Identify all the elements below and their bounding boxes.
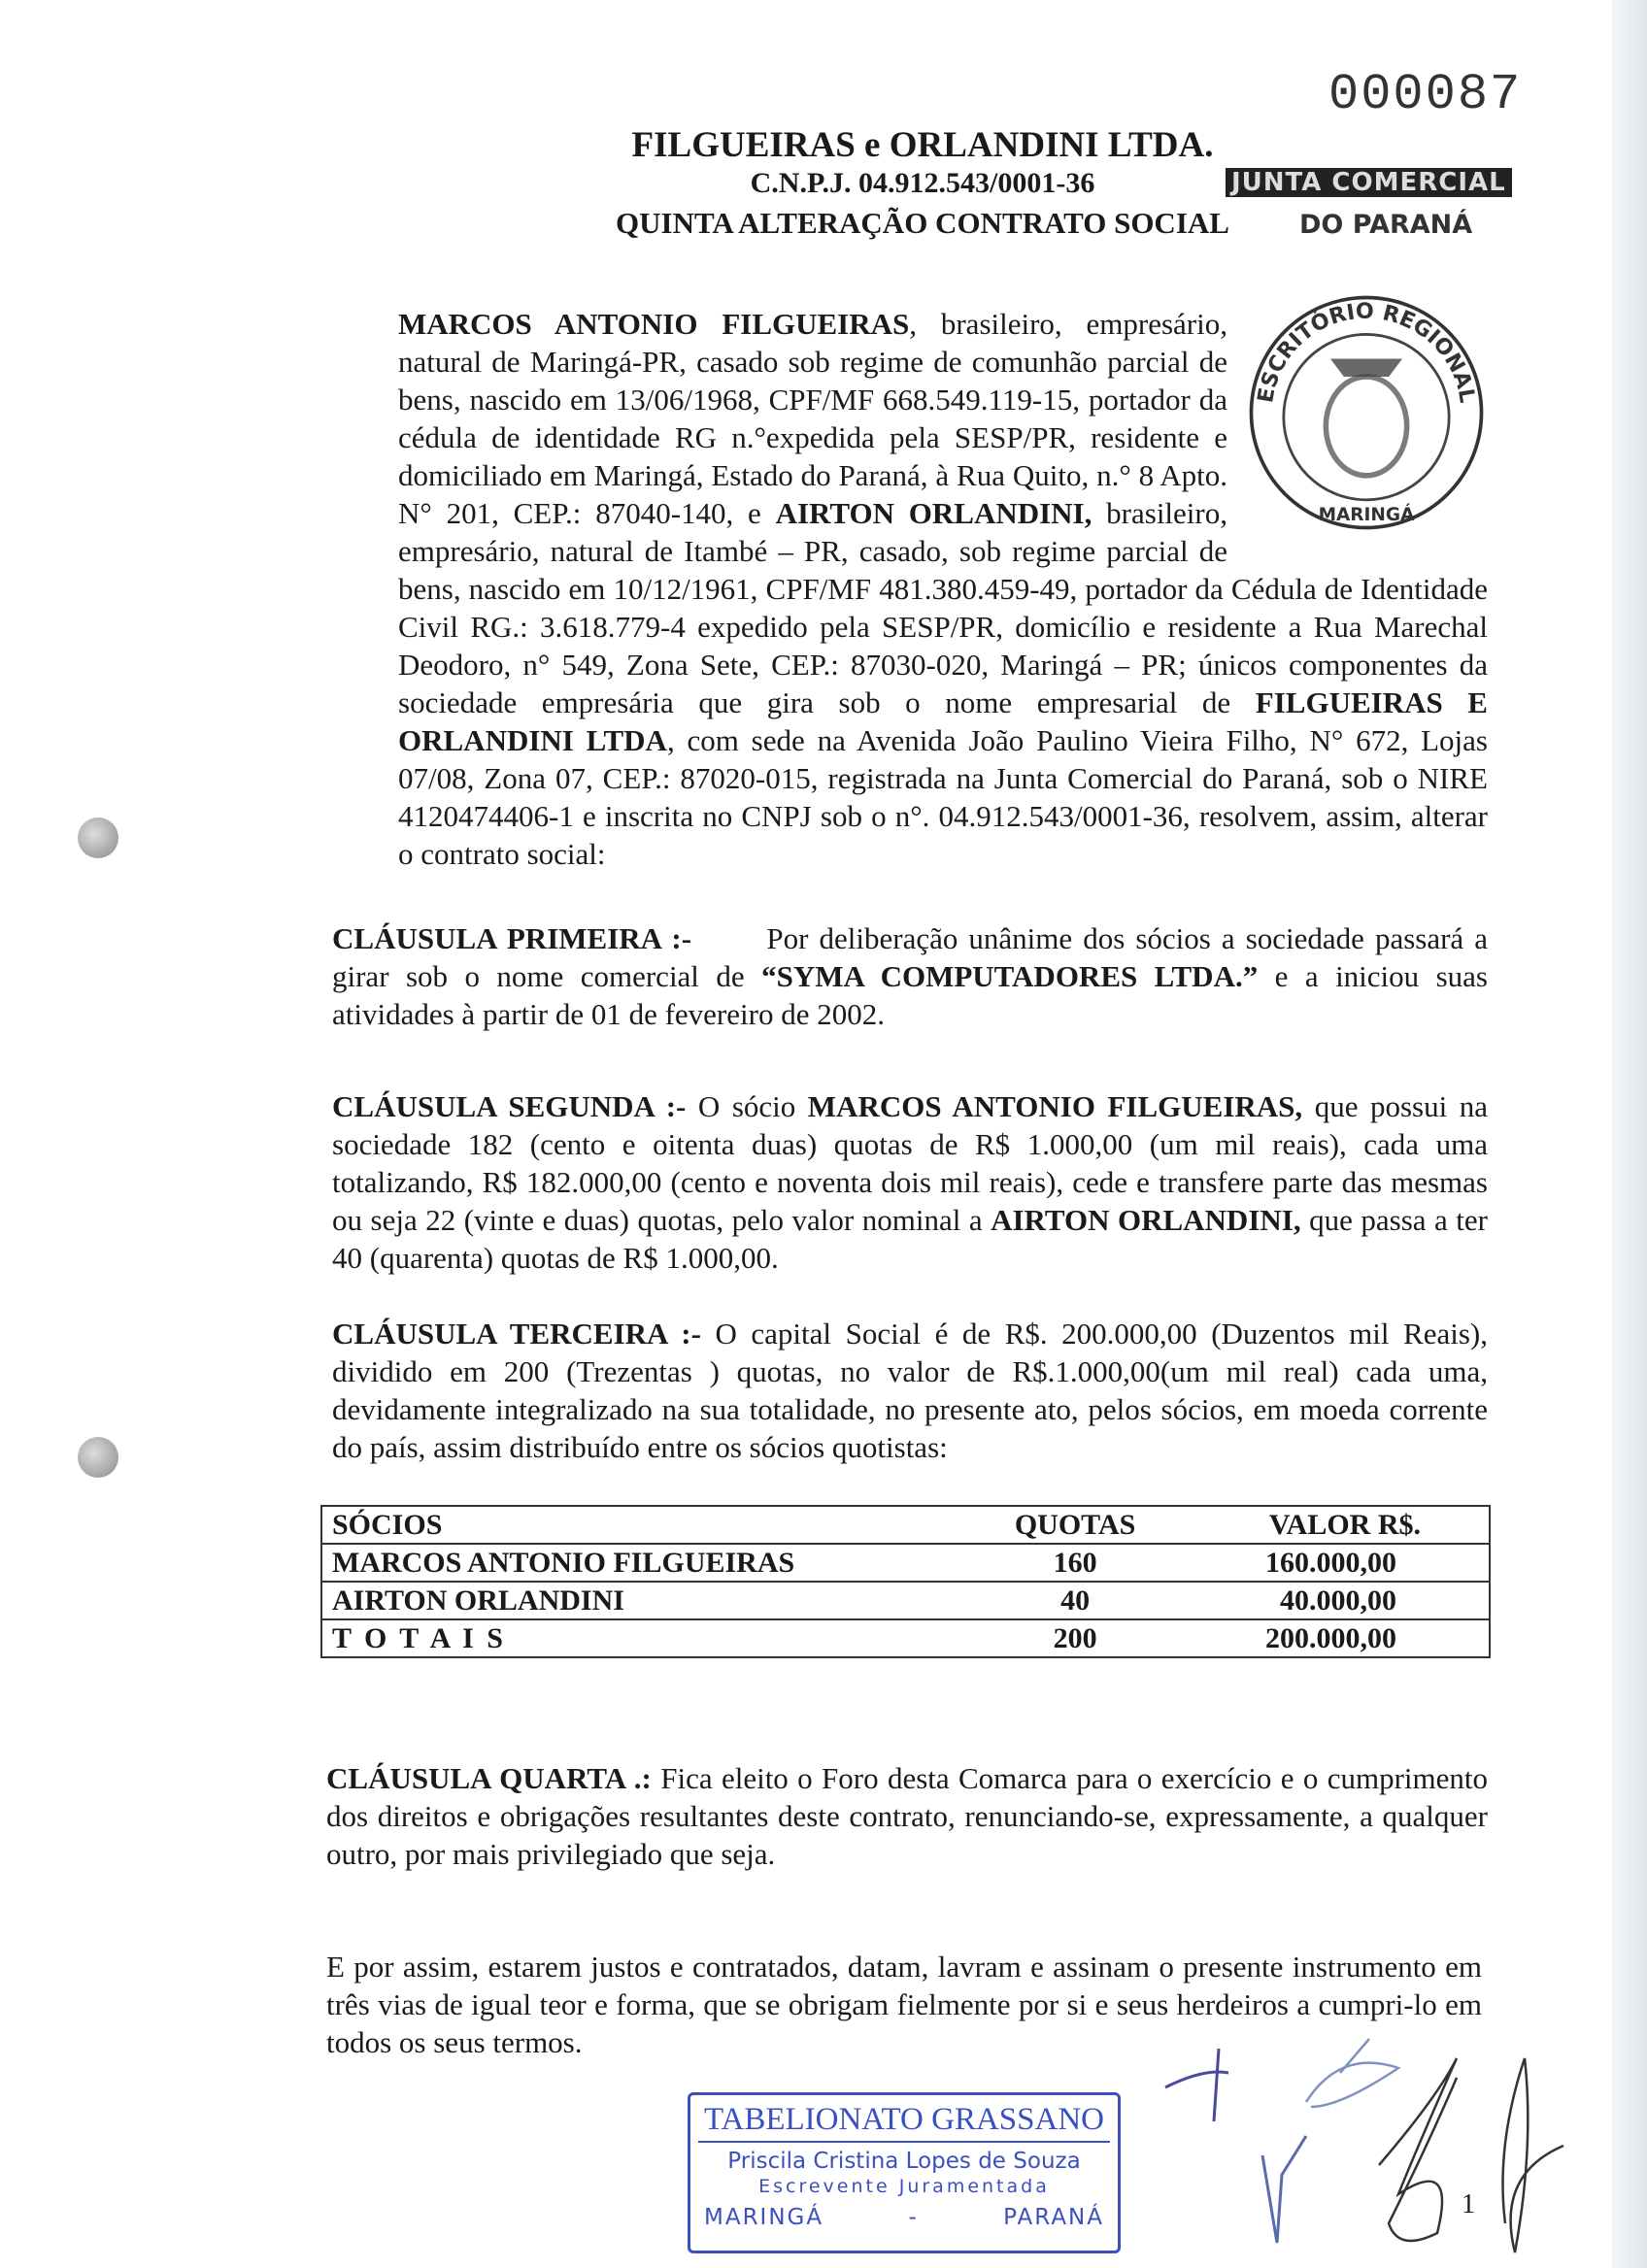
table-total-row: T O T A I S 200 200.000,00 [321, 1619, 1490, 1657]
cnpj: C.N.P.J. 04.912.543/0001-36 [750, 167, 1095, 199]
notary-clerk-title: Escrevente Juramentada [758, 2176, 1050, 2197]
punch-hole [78, 817, 118, 858]
clause-fourth: CLÁUSULA QUARTA .: Fica eleito o Foro desta Comarca para o exercício e o cumprimento dos direitos e obrigações resultantes deste contrato, renunciando-se, expressamente, a qualquer outro, por mais privilegiado que seja. [326, 1761, 1489, 1871]
company-title: FILGUEIRAS e ORLANDINI LTDA. [631, 125, 1214, 165]
quota-table [320, 1505, 1491, 1658]
table-header-row: SÓCIOS QUOTAS VALOR R$. [321, 1506, 1490, 1544]
clause-second: CLÁUSULA SEGUNDA :- O sócio MARCOS ANTONIO FILGUEIRAS, que possui na sociedade 182 (cento e oitenta duas) quotas de R$ 1.000,00 (um mil reais), cada uma totalizando, R$ 182.000,00 (cento e noventa dois mil reais), cede e transfere parte das mesmas ou seja 22 (vinte e duas) quotas, pelo valor nominal a AIRTON ORLANDINI, que passa a ter 40 (quarenta) quotas de R$ 1.000,00. [332, 1089, 1489, 1275]
page-edge [1612, 0, 1647, 2268]
table-row: AIRTON ORLANDINI 40 40.000,00 [321, 1582, 1490, 1619]
signatures [1146, 2029, 1602, 2268]
closing-paragraph: E por assim, estarem justos e contratados, datam, lavram e assinam o presente instrumento em três vias de igual teor e forma, que se obrigam fielmente por si e seus herdeiros a cumpri-lo em todos os seus termos. [326, 1950, 1482, 2059]
svg-text:ESCRITÓRIO REGIONAL: ESCRITÓRIO REGIONAL [1253, 298, 1480, 405]
seal-space [1227, 305, 1488, 543]
junta-comercial-stamp: JUNTA COMERCIAL [1226, 168, 1512, 197]
notary-stamp [688, 2092, 1121, 2253]
document-title: QUINTA ALTERAÇÃO CONTRATO SOCIAL [616, 206, 1229, 240]
notary-name: TABELIONATO GRASSANO [698, 2101, 1110, 2143]
page-number: 1 [1462, 2189, 1475, 2219]
clause-first: CLÁUSULA PRIMEIRA :- Por deliberação unânime dos sócios a sociedade passará a girar sob o nome comercial de “SYMA COMPUTADORES LTDA.” e a iniciou suas atividades à partir de 01 de fevereiro de 2002. [332, 921, 1496, 1031]
table-row: MARCOS ANTONIO FILGUEIRAS 160 160.000,00 [321, 1544, 1490, 1582]
do-parana-stamp: DO PARANÁ [1299, 210, 1473, 240]
clause-third: CLÁUSULA TERCEIRA :- O capital Social é de R$. 200.000,00 (Duzentos mil Reais), dividido em 200 (Trezentas ) quotas, no valor de R$.1.000,00(um mil real) cada uma, devidamente integralizado na sua totalidade, no presente ato, pelos sócios, em moeda corrente do país, assim distribuído entre os sócios quotistas: [332, 1317, 1489, 1464]
document-number: 000087 [1328, 66, 1523, 123]
parties-paragraph: MARCOS ANTONIO FILGUEIRAS, brasileiro, empresário, natural de Maringá-PR, casado sob regime de comunhão parcial de bens, nascido em 13/06/1968, CPF/MF 668.549.119-15, portador da cédula de identidade RG n.°expedida pela SESP/PR, residente e domiciliado em Maringá, Estado do Paraná, à Rua Quito, n.° 8 Apto. N° 201, CEP.: 87040-140, e AIRTON ORLANDINI, brasileiro, empresário, natural de Itambé – PR, casado, sob regime parcial de bens, nascido em 10/12/1961, CPF/MF 481.380.459-49, portador da Cédula de Identidade Civil RG.: 3.618.779-4 expedido pela SESP/PR, domicílio e residente a Rua Marechal Deodoro, n° 549, Zona Sete, CEP.: 87030-020, Maringá – PR; únicos componentes da sociedade empresária que gira sob o nome empresarial de FILGUEIRAS E ORLANDINI LTDA, com sede na Avenida João Paulino Vieira Filho, N° 672, Lojas 07/08, Zona 07, CEP.: 87020-015, registrada na Junta Comercial do Paraná, sob o NIRE 4120474406-1 e inscrita no CNPJ sob o n°. 04.912.543/0001-36, resolvem, assim, alterar o contrato social: [398, 307, 1488, 871]
notary-clerk: Priscila Cristina Lopes de Souza [727, 2149, 1081, 2174]
notary-location: MARINGÁ - PARANÁ [704, 2205, 1104, 2230]
punch-hole [78, 1437, 118, 1478]
svg-text:MARINGÁ: MARINGÁ [1318, 505, 1415, 526]
